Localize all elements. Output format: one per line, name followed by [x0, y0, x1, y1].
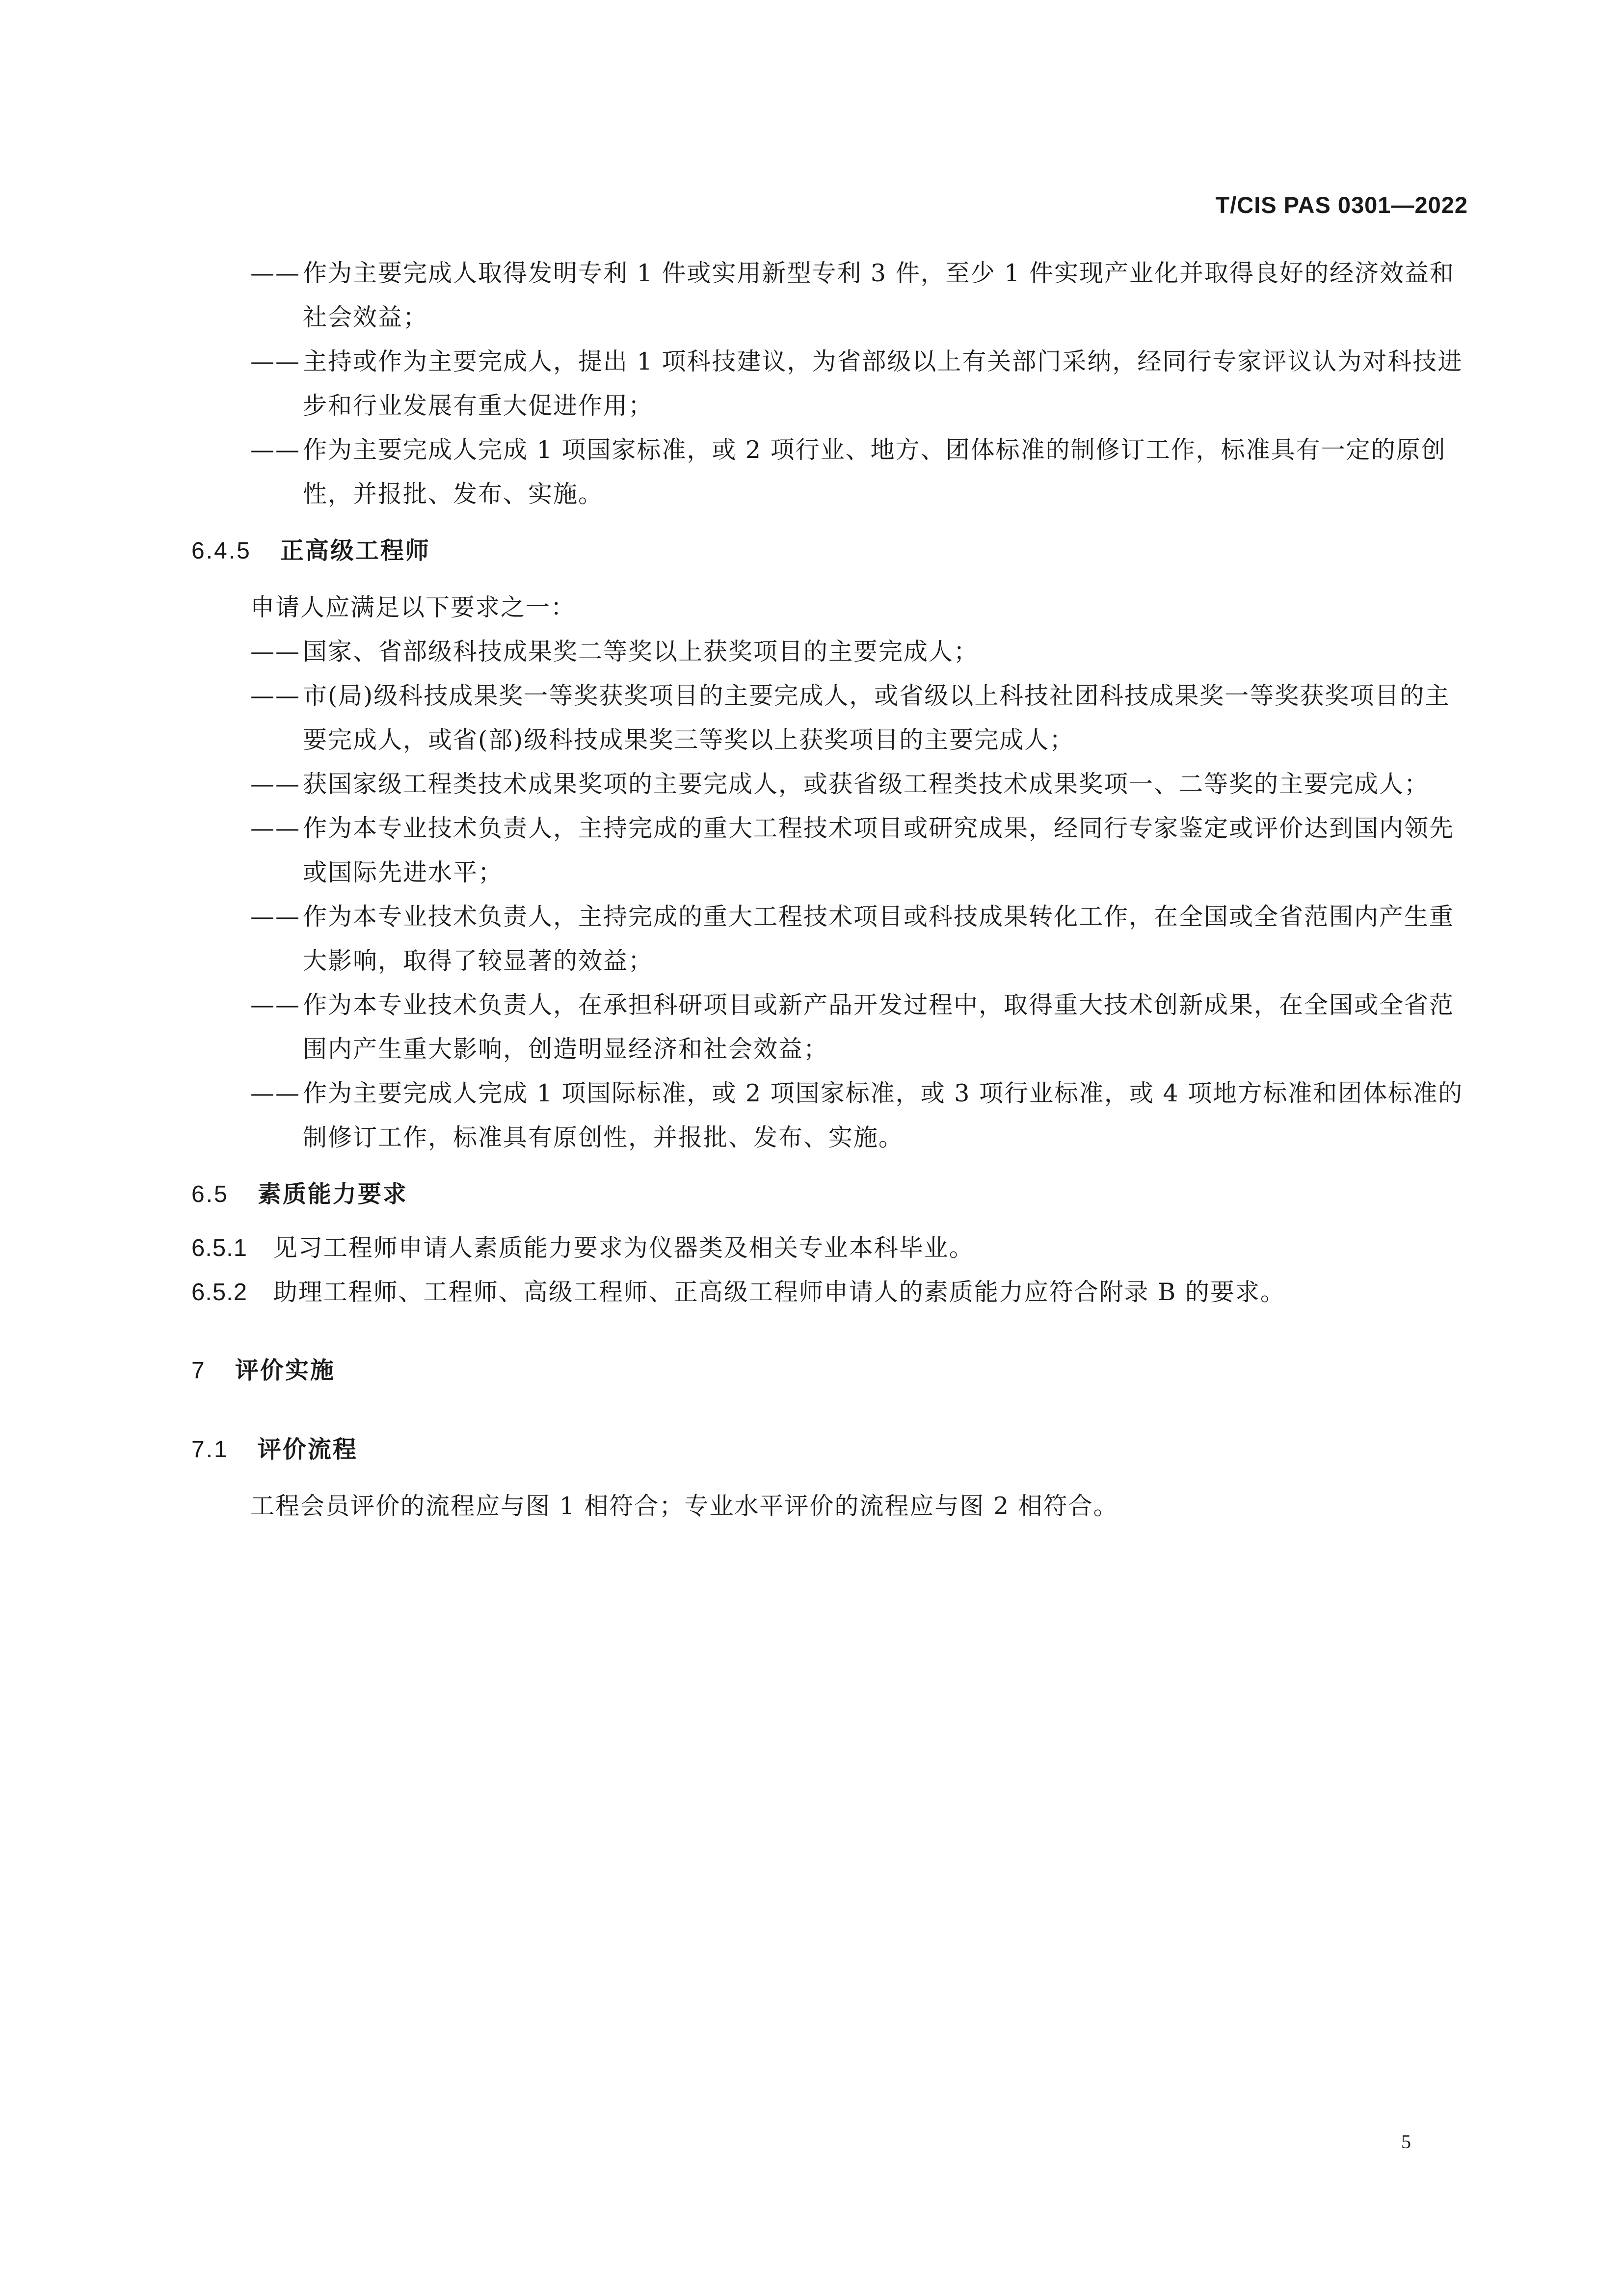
- dash-marker: ——: [250, 1079, 300, 1107]
- dash-marker: ——: [250, 903, 300, 931]
- clause-number: 6.5.2: [191, 1279, 247, 1306]
- list-item-text: 作为本专业技术负责人，主持完成的重大工程技术项目或科技成果转化工作，在全国或全省范围内产生重大影响，取得了较显著的效益；: [303, 903, 1455, 975]
- page-body: [191, 251, 1467, 1528]
- list-item-text: 作为本专业技术负责人，主持完成的重大工程技术项目或研究成果，经同行专家鉴定或评价达到国内领先或国际先进水平；: [303, 814, 1455, 886]
- section-title: 评价实施: [235, 1357, 335, 1384]
- list-item-text: 作为本专业技术负责人，在承担科研项目或新产品开发过程中，取得重大技术创新成果，在全国或全省范围内产生重大影响，创造明显经济和社会效益；: [303, 991, 1455, 1063]
- list-item-text: 国家、省部级科技成果奖二等奖以上获奖项目的主要完成人；: [303, 638, 979, 666]
- section-heading-6-4-5: [191, 531, 1467, 571]
- clause-6-5-1: [191, 1226, 1467, 1270]
- standard-code: T/CIS PAS 0301—2022: [1215, 192, 1468, 218]
- section-number: 7: [191, 1358, 206, 1384]
- list-item-text: 市(局)级科技成果奖一等奖获奖项目的主要完成人，或省级以上科技社团科技成果奖一等奖获奖项目的主要完成人，或省(部)级科技成果奖三等奖以上获奖项目的主要完成人；: [303, 682, 1450, 754]
- page-number: 5: [1401, 2131, 1411, 2153]
- list-item: [191, 895, 1467, 983]
- list-item-text: 获国家级工程类技术成果奖项的主要完成人，或获省级工程类技术成果奖项一、二等奖的主要完成人；: [303, 770, 1430, 798]
- section-heading-7: [191, 1351, 1467, 1390]
- section-number: 6.5: [191, 1181, 229, 1207]
- list-item: [191, 428, 1467, 516]
- section-title: 正高级工程师: [280, 537, 430, 564]
- list-item-text: 主持或作为主要完成人，提出 1 项科技建议，为省部级以上有关部门采纳，经同行专家评议认为对科技进步和行业发展有重大促进作用；: [303, 347, 1463, 420]
- section-title: 素质能力要求: [257, 1180, 408, 1208]
- clause-text: 见习工程师申请人素质能力要求为仪器类及相关专业本科毕业。: [273, 1234, 974, 1262]
- list-item-text: 作为主要完成人取得发明专利 1 件或实用新型专利 3 件，至少 1 件实现产业化并取得良好的经济效益和社会效益；: [303, 259, 1455, 331]
- section-intro: 申请人应满足以下要求之一：: [250, 593, 576, 621]
- section-heading-7-1: [191, 1430, 1467, 1469]
- clause-6-5-2: [191, 1270, 1467, 1314]
- dash-marker: ——: [250, 770, 300, 798]
- dash-marker: ——: [250, 259, 300, 287]
- list-item: [191, 762, 1467, 806]
- dash-marker: ——: [250, 638, 300, 666]
- section-number: 7.1: [191, 1437, 229, 1463]
- section-heading-6-5: [191, 1175, 1467, 1214]
- section-title: 评价流程: [257, 1436, 358, 1463]
- dash-marker: ——: [250, 682, 300, 710]
- list-item: [191, 806, 1467, 895]
- list-item: [191, 1071, 1467, 1160]
- dash-marker: ——: [250, 436, 300, 464]
- clause-number: 6.5.1: [191, 1235, 247, 1261]
- dash-marker: ——: [250, 347, 300, 375]
- section-text: 工程会员评价的流程应与图 1 相符合；专业水平评价的流程应与图 2 相符合。: [250, 1492, 1118, 1520]
- list-item: [191, 630, 1467, 674]
- list-item: [191, 340, 1467, 428]
- list-item: [191, 983, 1467, 1071]
- dash-marker: ——: [250, 814, 300, 842]
- list-item-text: 作为主要完成人完成 1 项国际标准，或 2 项国家标准，或 3 项行业标准，或 4 项地方标准和团体标准的制修订工作，标准具有原创性，并报批、发布、实施。: [303, 1079, 1463, 1151]
- clause-text: 助理工程师、工程师、高级工程师、正高级工程师申请人的素质能力应符合附录 B 的要求。: [273, 1278, 1285, 1306]
- list-item-text: 作为主要完成人完成 1 项国家标准，或 2 项行业、地方、团体标准的制修订工作，标准具有一定的原创性，并报批、发布、实施。: [303, 436, 1446, 508]
- list-item: [191, 251, 1467, 340]
- list-item: [191, 674, 1467, 762]
- section-number: 6.4.5: [191, 538, 251, 564]
- dash-marker: ——: [250, 991, 300, 1019]
